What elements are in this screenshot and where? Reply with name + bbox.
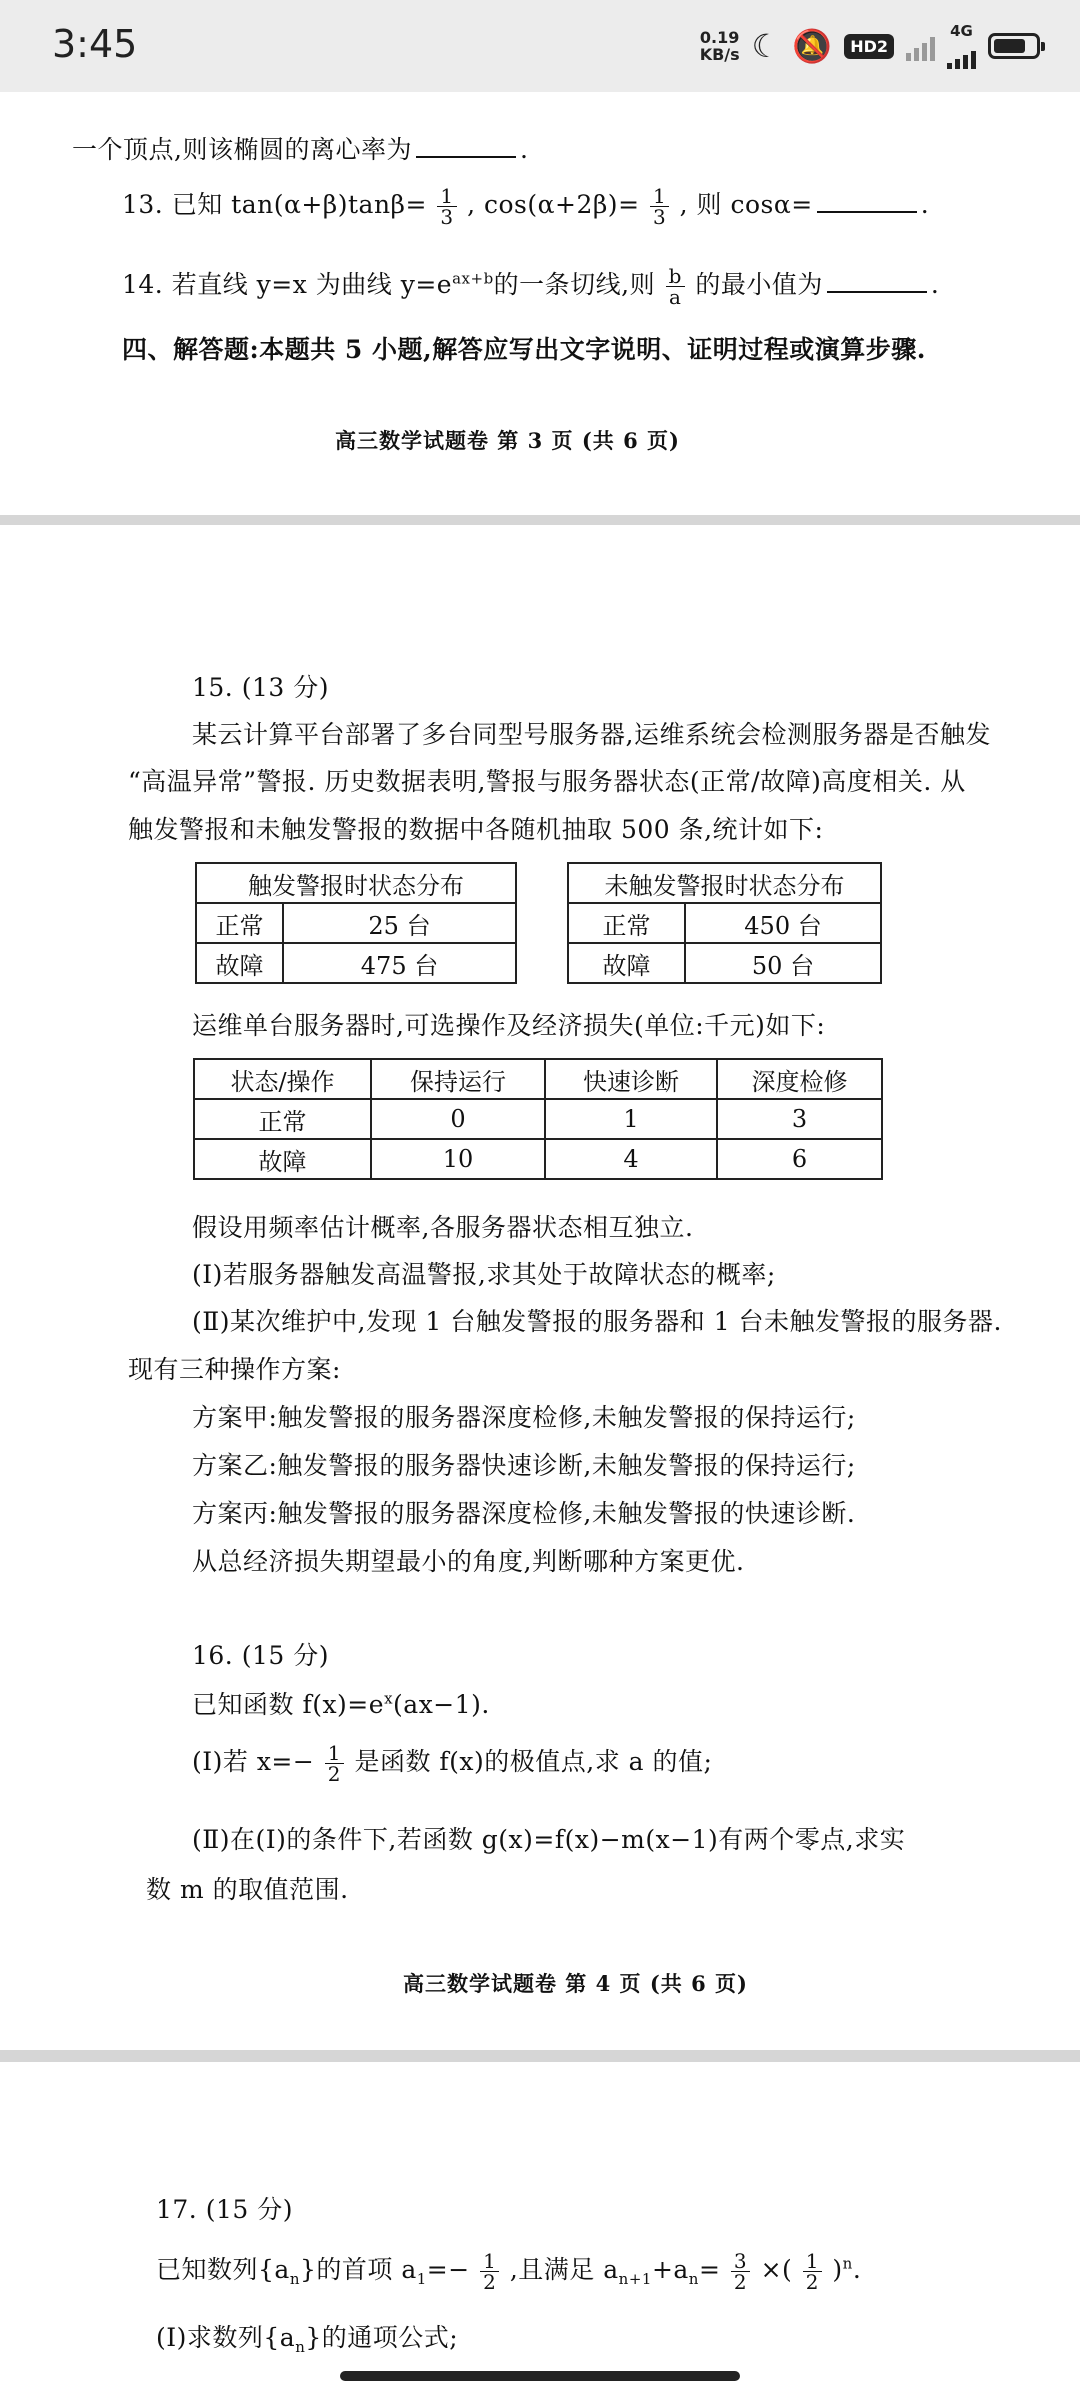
table-cell: 50 台 bbox=[685, 943, 881, 983]
table-alarm bbox=[195, 862, 517, 984]
page-separator bbox=[0, 2050, 1080, 2062]
paragraph: 从总经济损失期望最小的角度,判断哪种方案更优. bbox=[192, 1547, 745, 1576]
moon-icon: ☾ bbox=[751, 27, 781, 65]
question-16-part-2: (Ⅱ)在(Ⅰ)的条件下,若函数 g(x)=f(x)−m(x−1)有两个零点,求实 bbox=[192, 1825, 906, 1854]
table-cell: 4 bbox=[545, 1139, 717, 1179]
table-cell: 正常 bbox=[194, 1099, 371, 1139]
paragraph: 现有三种操作方案: bbox=[128, 1355, 341, 1384]
question-15-part-2: (Ⅱ)某次维护中,发现 1 台触发警报的服务器和 1 台未触发警报的服务器. bbox=[192, 1307, 1002, 1336]
plan-b: 方案乙:触发警报的服务器快速诊断,未触发警报的保持运行; bbox=[192, 1451, 856, 1480]
q12-tail: 一个顶点,则该椭圆的离心率为 . bbox=[72, 135, 529, 164]
battery-icon bbox=[988, 33, 1040, 59]
answer-blank bbox=[416, 134, 516, 158]
bell-muted-icon: 🔕 bbox=[792, 27, 833, 65]
plan-a: 方案甲:触发警报的服务器深度检修,未触发警报的保持运行; bbox=[192, 1403, 856, 1432]
table-cell: 故障 bbox=[194, 1139, 371, 1179]
fraction: $\frac{b}{a}$ bbox=[666, 266, 685, 307]
table-cell: 10 bbox=[371, 1139, 545, 1179]
table-cell: 正常 bbox=[568, 903, 685, 943]
fraction: $\frac{1}{3}$ bbox=[650, 186, 669, 227]
paragraph: “高温异常”警报. 历史数据表明,警报与服务器状态(正常/故障)高度相关. 从 bbox=[128, 767, 966, 796]
signal-sim1-icon bbox=[906, 31, 935, 61]
network-speed: 0.19 KB/s bbox=[699, 28, 740, 64]
answer-blank bbox=[817, 189, 917, 213]
table-header: 保持运行 bbox=[371, 1059, 545, 1099]
table-cell: 正常 bbox=[196, 903, 283, 943]
fraction: $\frac{1}{2}$ bbox=[803, 2251, 822, 2292]
table-cell: 0 bbox=[371, 1099, 545, 1139]
fraction: $\frac{1}{2}$ bbox=[480, 2251, 499, 2292]
page-separator bbox=[0, 515, 1080, 525]
question-15-part-1: (Ⅰ)若服务器触发高温警报,求其处于故障状态的概率; bbox=[192, 1260, 776, 1289]
paragraph: 假设用频率估计概率,各服务器状态相互独立. bbox=[192, 1213, 694, 1242]
table-cell: 450 台 bbox=[685, 903, 881, 943]
table-cell: 475 台 bbox=[283, 943, 516, 983]
page-footer: 高三数学试题卷 第 3 页 (共 6 页) bbox=[335, 428, 680, 453]
page-footer: 高三数学试题卷 第 4 页 (共 6 页) bbox=[403, 1971, 748, 1996]
hd-badge: HD2 bbox=[844, 34, 894, 59]
gesture-nav-bar[interactable] bbox=[340, 2371, 740, 2381]
question-17-given: 已知数列$\{a_n\}$的首项 $a_1=-$ $\frac{1}{2}$ ,且满足 $a_{n+1}+a_n=$ $\frac{3}{2}$ ×( $\frac{1}{2}$ )$^n$. bbox=[156, 2249, 862, 2294]
paragraph: 某云计算平台部署了多台同型号服务器,运维系统会检测服务器是否触发 bbox=[192, 720, 991, 749]
table-no-alarm bbox=[567, 862, 882, 984]
table-header: 深度检修 bbox=[717, 1059, 882, 1099]
table-cell: 故障 bbox=[568, 943, 685, 983]
question-16-part-1: (Ⅰ)若 x=− $\frac{1}{2}$ 是函数 f(x)的极值点,求 a 的值; bbox=[192, 1741, 713, 1786]
paragraph: 触发警报和未触发警报的数据中各随机抽取 500 条,统计如下: bbox=[128, 815, 824, 844]
section-heading: 四、解答题:本题共 5 小题,解答应写出文字说明、证明过程或演算步骤. bbox=[122, 335, 926, 364]
status-icons bbox=[699, 21, 1040, 68]
question-13: 13. 已知 tan(α+β)tanβ= $\frac{1}{3}$ , cos(α+2β)= $\frac{1}{3}$ , 则 cosα= . bbox=[122, 184, 930, 229]
table-loss bbox=[193, 1058, 883, 1180]
network-type: 4G bbox=[947, 24, 976, 69]
question-15-header: 15. (13 分) bbox=[192, 673, 329, 702]
paragraph: 数 m 的取值范围. bbox=[146, 1875, 349, 1904]
table-header: 状态/操作 bbox=[194, 1059, 371, 1099]
status-bar bbox=[0, 0, 1080, 92]
table-cell: 3 bbox=[717, 1099, 882, 1139]
table-header: 快速诊断 bbox=[545, 1059, 717, 1099]
table-cell: 25 台 bbox=[283, 903, 516, 943]
question-16-header: 16. (15 分) bbox=[192, 1641, 329, 1670]
question-17-part-1: (Ⅰ)求数列$\{a_n\}$的通项公式; bbox=[156, 2323, 459, 2356]
fraction: $\frac{1}{2}$ bbox=[325, 1743, 344, 1784]
table-title: 未触发警报时状态分布 bbox=[568, 863, 881, 903]
table-title: 触发警报时状态分布 bbox=[196, 863, 516, 903]
answer-blank bbox=[827, 269, 927, 293]
question-14: 14. 若直线 y=x 为曲线 $y=e^{ax+b}$的一条切线,则 $\frac{b}{a}$ 的最小值为 . bbox=[122, 264, 940, 309]
table-cell: 1 bbox=[545, 1099, 717, 1139]
table-cell: 故障 bbox=[196, 943, 283, 983]
question-17-header: 17. (15 分) bbox=[156, 2195, 293, 2224]
signal-sim2-icon bbox=[947, 39, 976, 69]
plan-c: 方案丙:触发警报的服务器深度检修,未触发警报的快速诊断. bbox=[192, 1499, 856, 1528]
paragraph: 运维单台服务器时,可选操作及经济损失(单位:千元)如下: bbox=[192, 1011, 826, 1040]
question-16-given: 已知函数 $f(x)=e^x(ax-1)$. bbox=[192, 1689, 490, 1719]
table-cell: 6 bbox=[717, 1139, 882, 1179]
clock: 3:45 bbox=[52, 22, 138, 66]
fraction: $\frac{1}{3}$ bbox=[437, 186, 456, 227]
fraction: $\frac{3}{2}$ bbox=[731, 2251, 750, 2292]
